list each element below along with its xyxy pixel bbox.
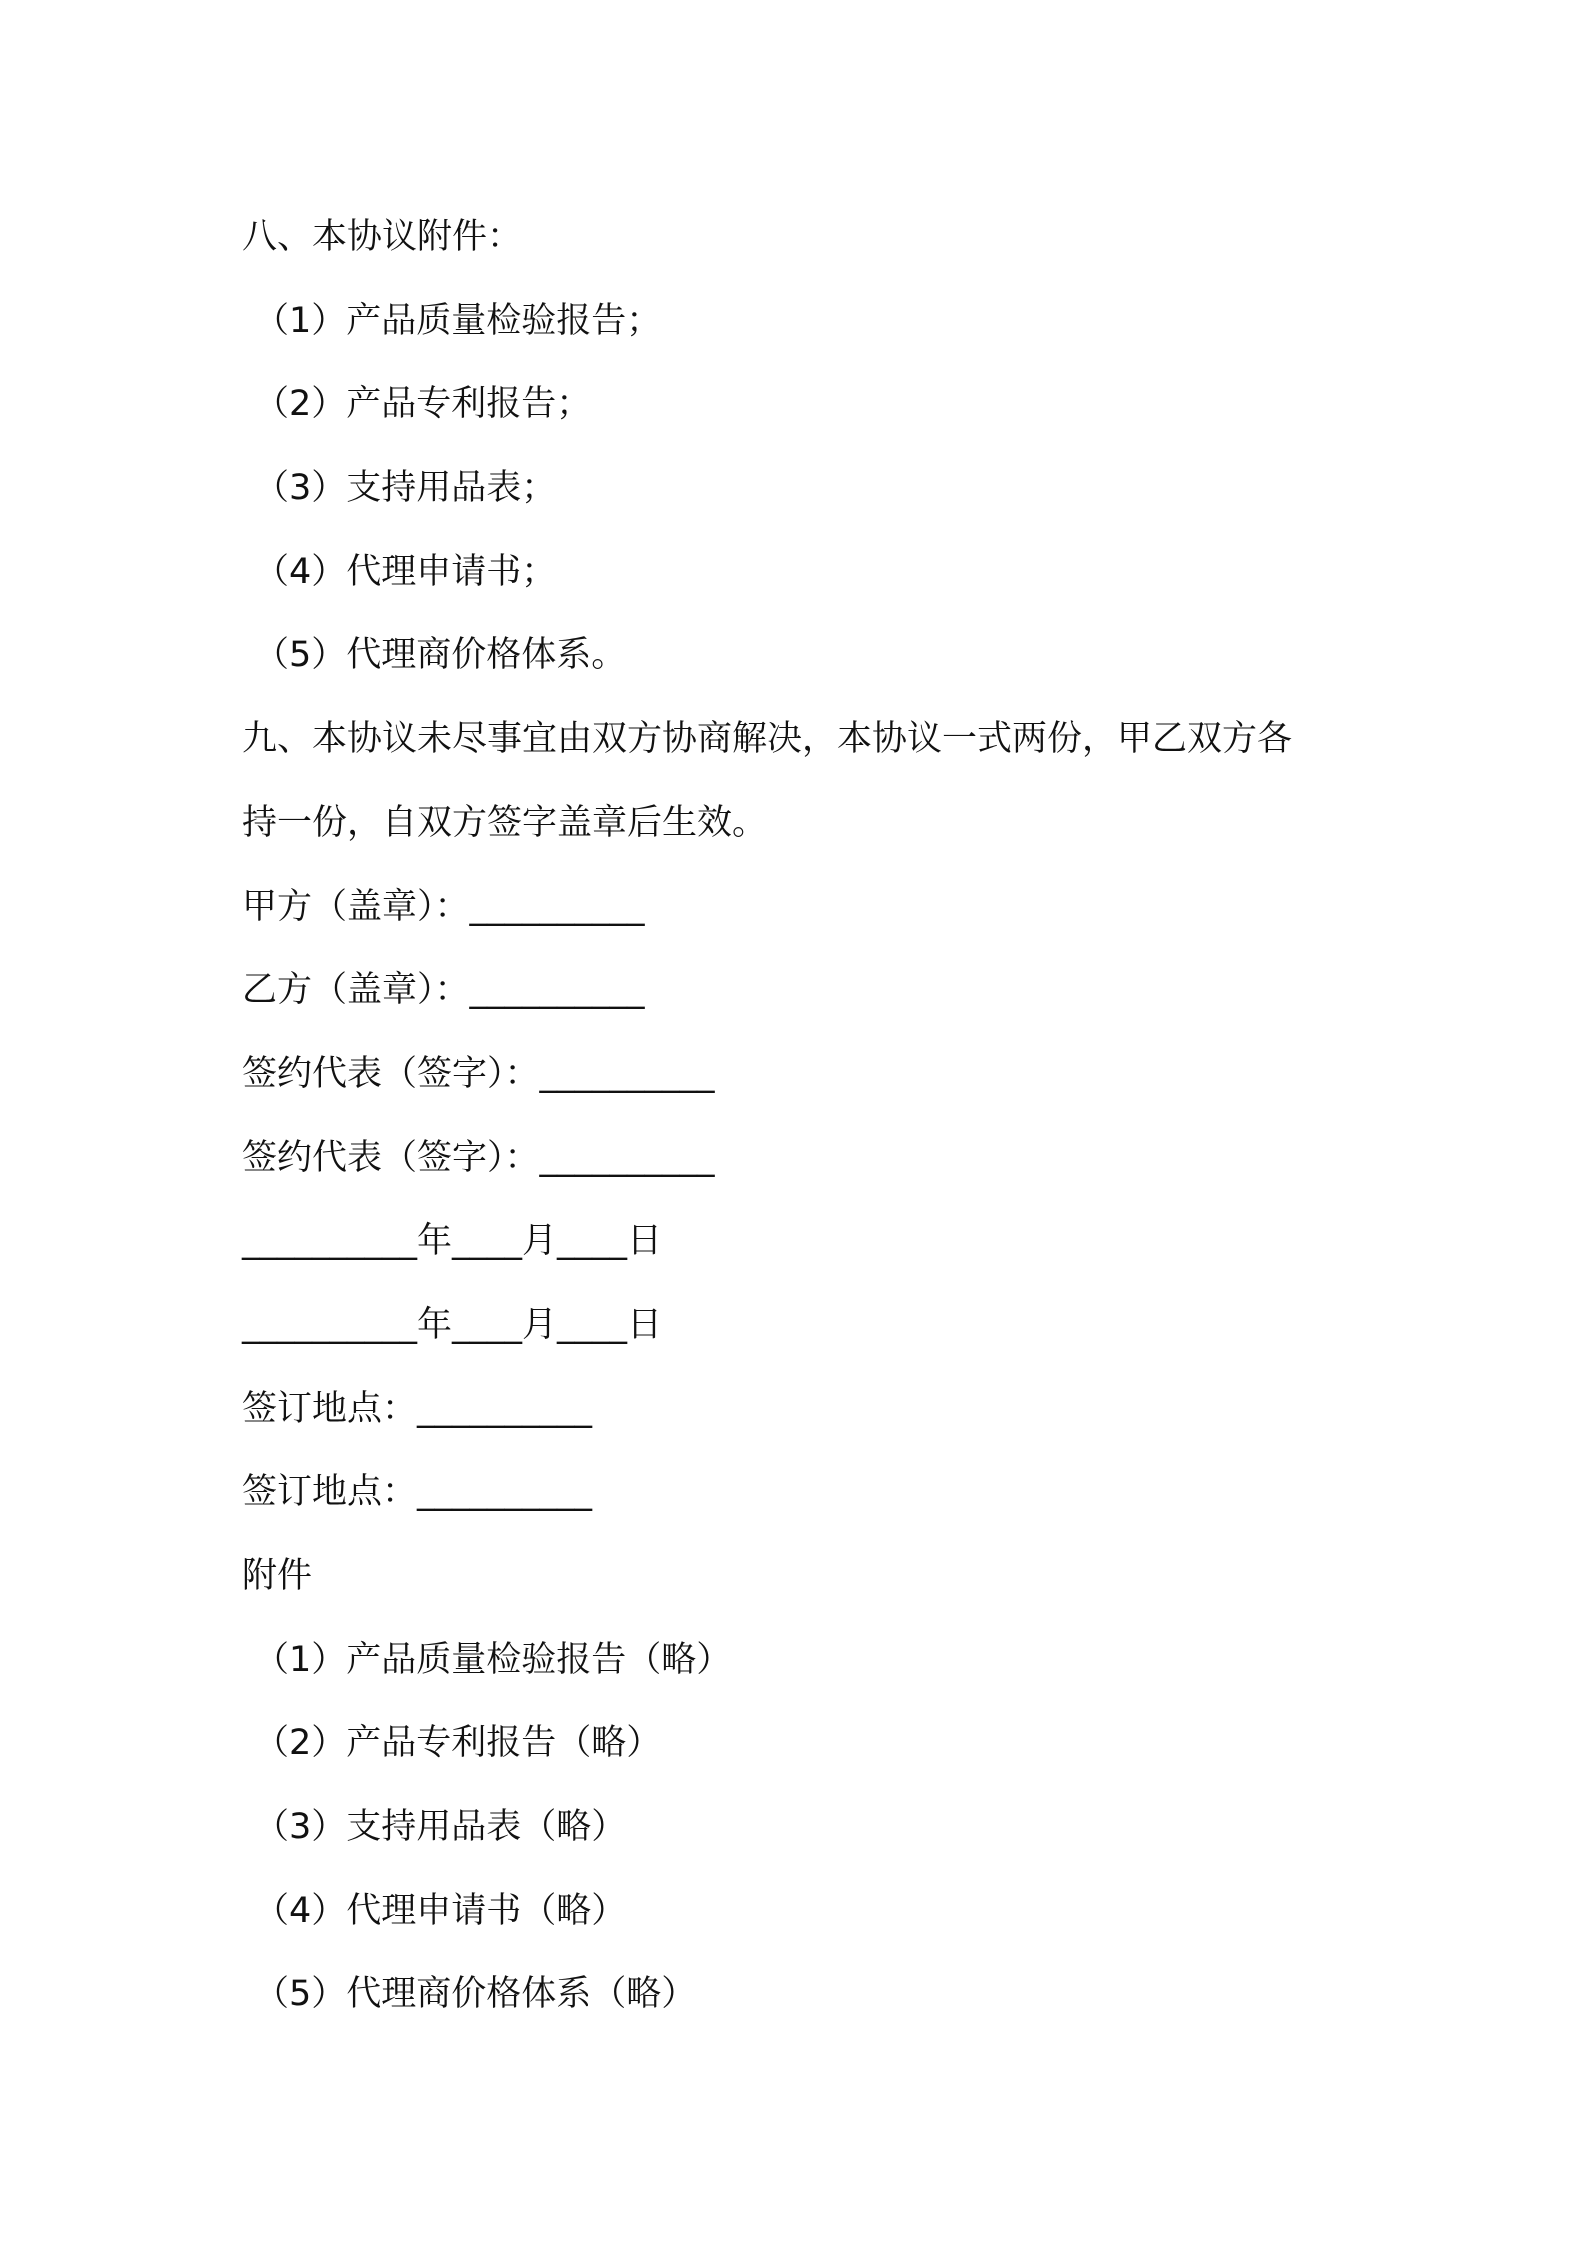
signing-date-2: __________年____月____日 (242, 1304, 663, 1345)
party-b-seal: 乙方（盖章）：__________ (242, 970, 645, 1011)
signing-place-2: 签订地点：__________ (242, 1472, 593, 1513)
appendix-item-1: （1）产品质量检验报告（略） (254, 1639, 732, 1680)
section-9-line-1: 九、本协议未尽事宜由双方协商解决，本协议一式两份，甲乙双方各 (242, 719, 1293, 760)
appendix-item-3: （3）支持用品表（略） (254, 1807, 627, 1848)
appendix-item-2: （2）产品专利报告（略） (254, 1723, 662, 1764)
signing-date-1: __________年____月____日 (242, 1221, 663, 1262)
attachment-item-3: （3）支持用品表； (254, 468, 557, 509)
appendix-title: 附件 (242, 1556, 313, 1596)
signing-representative-2: 签约代表（签字）：__________ (242, 1137, 715, 1178)
document-body (242, 196, 1382, 2037)
attachment-item-5: （5）代理商价格体系。 (254, 635, 627, 676)
section-8-title: 八、本协议附件： (242, 217, 523, 257)
appendix-item-4: （4）代理申请书（略） (254, 1890, 627, 1931)
section-9-line-2: 持一份，自双方签字盖章后生效。 (242, 802, 768, 843)
attachment-item-4: （4）代理申请书； (254, 551, 557, 592)
attachment-item-2: （2）产品专利报告； (254, 384, 592, 425)
signing-place-1: 签订地点：__________ (242, 1388, 593, 1429)
appendix-item-5: （5）代理商价格体系（略） (254, 1974, 697, 2015)
signing-representative-1: 签约代表（签字）：__________ (242, 1053, 715, 1094)
party-a-seal: 甲方（盖章）：__________ (242, 886, 645, 927)
attachment-item-1: （1）产品质量检验报告； (254, 300, 662, 341)
